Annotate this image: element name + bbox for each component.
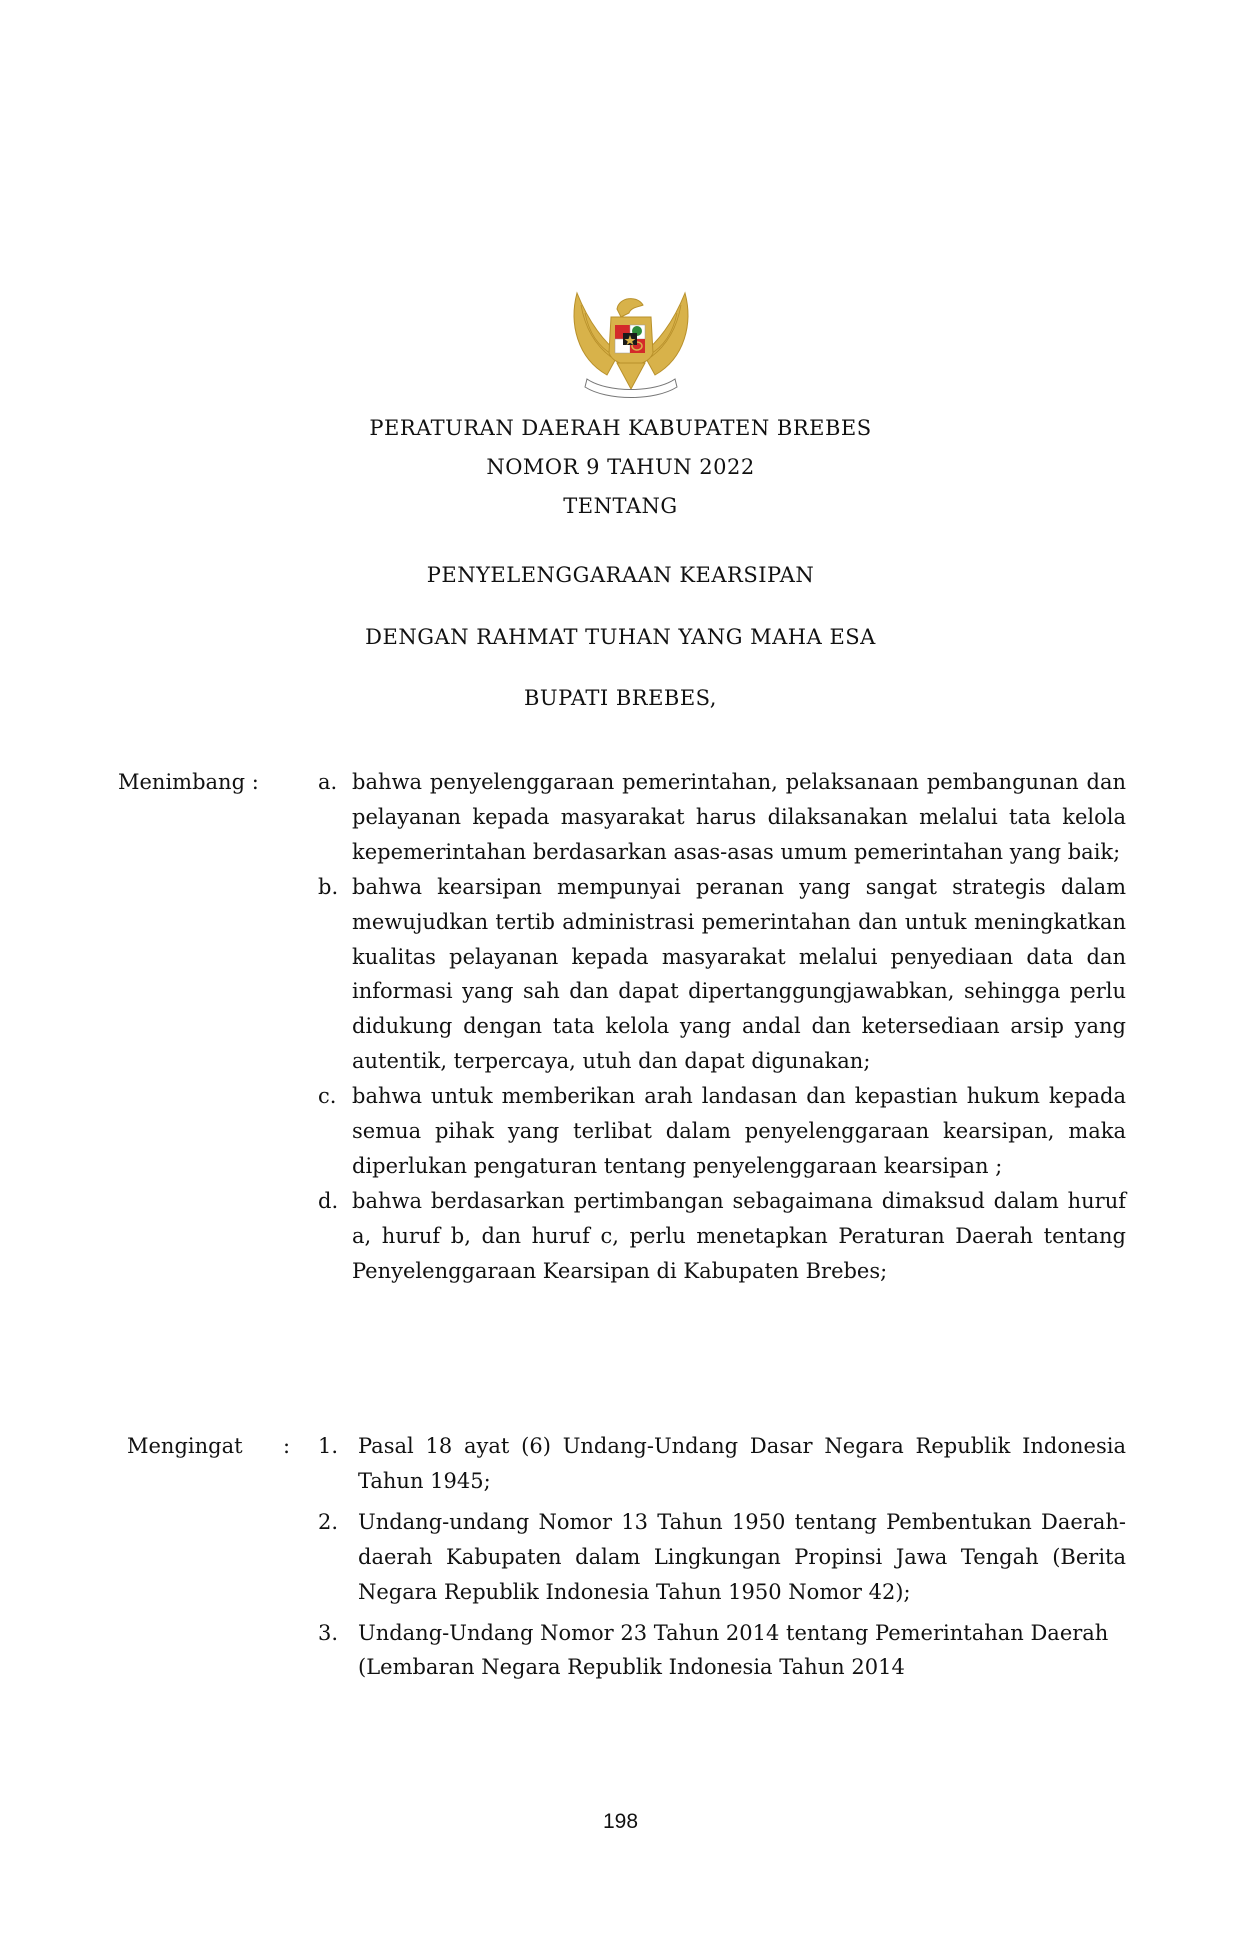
item-text: bahwa penyelenggaraan pemerintahan, pelaksanaan pembangunan dan pelayanan kepada masyarakat harus dilaksanakan melalui tata kelola kepemerintahan berdasarkan asas-asas umum pemerintahan yang baik; bbox=[352, 770, 1126, 864]
item-text: bahwa berdasarkan pertimbangan sebagaimana dimaksud dalam huruf a, huruf b, dan huruf c, perlu menetapkan Peraturan Daerah tentang Penyelenggaraan Kearsipan di Kabupaten Brebes; bbox=[352, 1188, 1126, 1283]
item-marker: a. bbox=[318, 770, 338, 794]
mengingat-item-1 bbox=[300, 1429, 1126, 1499]
garuda-pancasila-emblem bbox=[567, 283, 695, 411]
item-marker: 3. bbox=[318, 1620, 339, 1645]
mengingat-item-3 bbox=[300, 1616, 1126, 1686]
item-text: bahwa untuk memberikan arah landasan dan kepastian hukum kepada semua pihak yang terlibat dalam penyelenggaraan kearsipan, maka diperlukan pengaturan tentang penyelenggaraan kearsipan ; bbox=[352, 1084, 1126, 1178]
page-number: 198 bbox=[602, 1810, 639, 1833]
menimbang-list bbox=[300, 765, 1126, 1289]
item-text: Pasal 18 ayat (6) Undang-Undang Dasar Negara Republik Indonesia Tahun 1945; bbox=[358, 1434, 1126, 1493]
official-title: BUPATI BREBES, bbox=[524, 686, 717, 710]
mengingat-colon: : bbox=[283, 1434, 291, 1458]
item-marker: d. bbox=[318, 1188, 339, 1213]
regulation-title: PERATURAN DAERAH KABUPATEN BREBES bbox=[369, 416, 872, 440]
mengingat-label: Mengingat bbox=[127, 1434, 243, 1458]
item-marker: 2. bbox=[318, 1509, 339, 1534]
menimbang-item-c bbox=[300, 1079, 1126, 1184]
item-text: Undang-undang Nomor 13 Tahun 1950 tentang Pembentukan Daerah-daerah Kabupaten dalam Lingkungan Propinsi Jawa Tengah (Berita Negara Republik Indonesia Tahun 1950 Nomor 42); bbox=[358, 1509, 1126, 1604]
menimbang-item-a bbox=[300, 765, 1126, 870]
item-marker: 1. bbox=[318, 1434, 339, 1458]
preamble-line: DENGAN RAHMAT TUHAN YANG MAHA ESA bbox=[365, 625, 876, 649]
mengingat-list bbox=[300, 1429, 1126, 1685]
item-marker: c. bbox=[318, 1084, 337, 1109]
item-marker: b. bbox=[318, 874, 339, 899]
menimbang-label: Menimbang : bbox=[118, 770, 259, 794]
garuda-emblem-icon bbox=[567, 283, 695, 411]
menimbang-item-b bbox=[300, 870, 1126, 1079]
regulation-subject: PENYELENGGARAAN KEARSIPAN bbox=[426, 563, 815, 587]
regulation-number: NOMOR 9 TAHUN 2022 bbox=[486, 455, 755, 479]
menimbang-item-d bbox=[300, 1184, 1126, 1289]
tentang-label: TENTANG bbox=[563, 494, 678, 518]
mengingat-item-2 bbox=[300, 1505, 1126, 1610]
item-text: bahwa kearsipan mempunyai peranan yang sangat strategis dalam mewujudkan tertib administrasi pemerintahan dan untuk meningkatkan kualitas pelayanan kepada masyarakat melalui penyediaan data dan informasi yang sah dan dapat dipertanggungjawabkan, sehingga perlu didukung dengan tata kelola yang andal dan ketersediaan arsip yang autentik, terpercaya, utuh dan dapat digunakan; bbox=[352, 874, 1126, 1074]
item-text: Undang-Undang Nomor 23 Tahun 2014 tentang Pemerintahan Daerah (Lembaran Negara Republik Indonesia Tahun 2014 bbox=[358, 1620, 1109, 1680]
